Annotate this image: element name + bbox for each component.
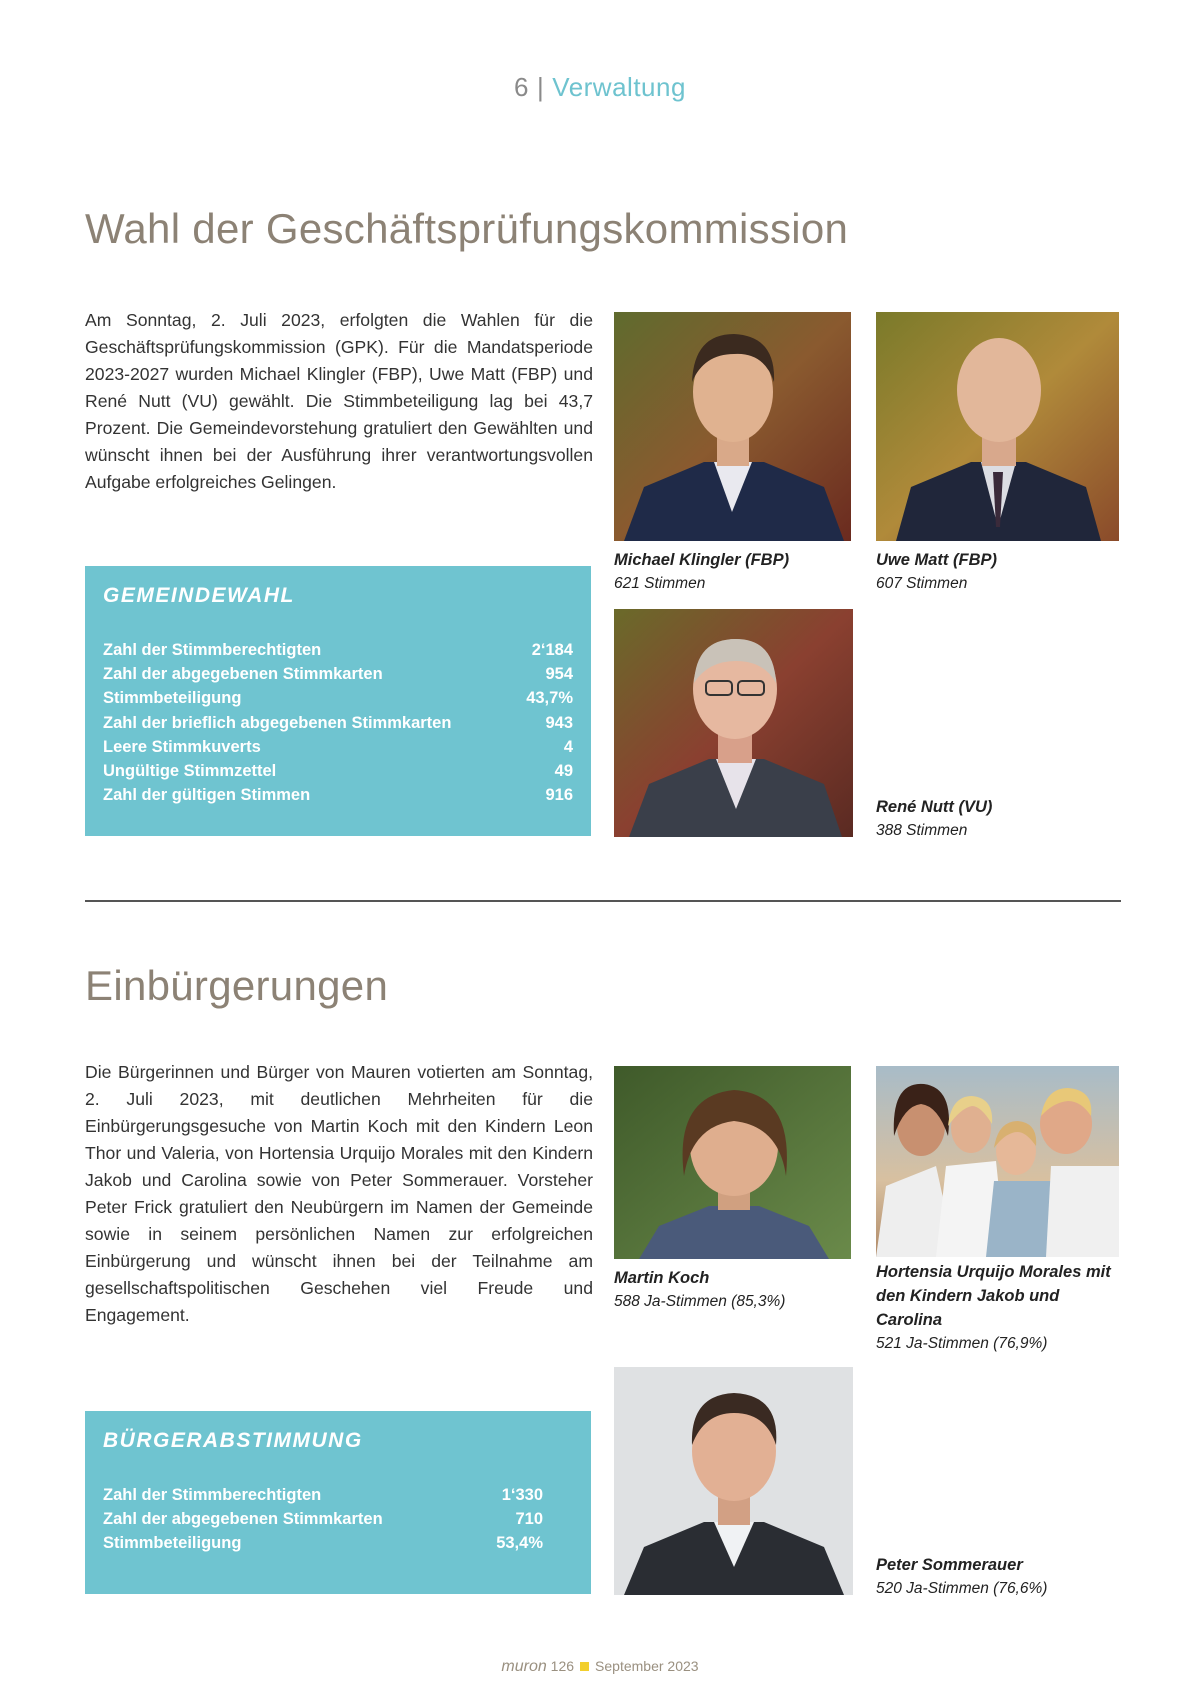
stat-label: Zahl der Stimmberechtigten: [103, 641, 322, 659]
person-name: Peter Sommerauer: [876, 1556, 1023, 1574]
box-title: BÜRGERABSTIMMUNG: [103, 1429, 363, 1452]
gpk-title: Wahl der Geschäftsprüfungskommission: [85, 205, 849, 252]
page-number: 6: [514, 72, 530, 102]
stat-row: [103, 662, 573, 686]
stat-label: Zahl der Stimmberechtigten: [103, 1486, 322, 1504]
stat-label: Zahl der abgegebenen Stimmkarten: [103, 665, 383, 684]
stat-value: 4: [563, 737, 573, 756]
stat-value: 1‘330: [501, 1486, 543, 1504]
person-votes: 588 Ja-Stimmen (85,3%): [614, 1293, 786, 1310]
stat-row: [103, 1483, 543, 1507]
einb-intro: Die Bürgerinnen und Bürger von Mauren votierten am Sonntag, 2. Juli 2023, mit deutlichen Mehrheiten für die Einbürgerungsgesuche von Martin Koch mit den Kindern Leon Thor und Valeria, von Hortensia Urquijo Morales mit den Kindern Jakob und Carolina sowie von Peter Sommerauer. Vorsteher Peter Frick gratuliert den Neubürgern im Namen der Gemeinde sowie in seinem persönlichen Namen zur erfolgreichen Einbürgerung und wünscht ihnen bei der Teilnahme am gesellschaftspolitischen Geschehen viel Freude und Engagement.: [85, 1062, 593, 1325]
portrait-photo-sommerauer: [614, 1367, 853, 1595]
person-name: Michael Klingler (FBP): [614, 551, 790, 569]
portrait-photo-matt: [876, 312, 1119, 541]
stat-label: Ungültige Stimmzettel: [103, 762, 277, 781]
stat-value: 2‘184: [531, 641, 573, 659]
section-name: Verwaltung: [552, 72, 686, 102]
stat-row: [103, 686, 573, 710]
magazine-brand: muron: [501, 1658, 547, 1675]
box-title: GEMEINDEWAHL: [103, 584, 295, 607]
person-votes: 388 Stimmen: [876, 822, 968, 839]
stat-value: 710: [515, 1510, 543, 1529]
stat-label: Stimmbeteiligung: [103, 689, 242, 708]
person-name: Uwe Matt (FBP): [876, 551, 997, 569]
stat-label: Zahl der abgegebenen Stimmkarten: [103, 1510, 383, 1529]
stat-label: Leere Stimmkuverts: [103, 737, 261, 756]
caption-urquijo: [876, 1260, 1116, 1356]
stat-row: [103, 711, 573, 735]
person-name: Hortensia Urquijo Morales mit den Kindern Jakob und Carolina: [876, 1263, 1111, 1329]
caption-klingler: [614, 548, 854, 596]
stat-value: 954: [545, 665, 573, 684]
stat-label: Zahl der brieflich abgegebenen Stimmkarten: [103, 713, 452, 732]
stat-row: [103, 1507, 543, 1531]
page-footer: [0, 1658, 1200, 1676]
caption-matt: [876, 548, 1116, 596]
footer-square-icon: [580, 1662, 589, 1671]
einb-title: Einbürgerungen: [85, 962, 389, 1009]
caption-koch: [614, 1266, 854, 1314]
stat-row: [103, 1531, 543, 1555]
page-header: [0, 72, 1200, 103]
caption-sommerauer: [876, 1553, 1116, 1601]
portrait-photo-klingler: [614, 312, 851, 541]
gemeindewahl-box: [85, 566, 591, 836]
person-votes: 521 Ja-Stimmen (76,9%): [876, 1335, 1048, 1352]
stat-value: 43,7%: [526, 689, 573, 708]
issue-date: September 2023: [595, 1658, 699, 1674]
gpk-intro: Am Sonntag, 2. Juli 2023, erfolgten die Wahlen für die Geschäftsprüfungskommission (GPK). Für die Mandatsperiode 2023-2027 wurden Michael Klingler (FBP), Uwe Matt (FBP) und René Nutt (VU) gewählt. Die Stimmbeteiligung lag bei 43,7 Prozent. Die Gemeindevorstehung gratuliert den Gewählten und wünscht ihnen bei der Ausführung ihrer verantwortungsvollen Aufgabe erfolgreiches Gelingen.: [85, 310, 593, 492]
header-separator: |: [537, 72, 545, 102]
portrait-photo-koch: [614, 1066, 851, 1259]
person-name: René Nutt (VU): [876, 798, 993, 816]
buergerabstimmung-box: [85, 1411, 591, 1594]
portrait-photo-nutt: [614, 609, 853, 837]
section-divider: [85, 900, 1121, 902]
caption-nutt: [876, 795, 1116, 843]
stat-value: 49: [554, 762, 573, 781]
person-votes: 520 Ja-Stimmen (76,6%): [876, 1580, 1048, 1597]
family-photo-urquijo: [876, 1066, 1119, 1257]
person-votes: 607 Stimmen: [876, 575, 968, 592]
issue-number: 126: [550, 1658, 575, 1674]
person-name: Martin Koch: [614, 1269, 710, 1287]
stat-label: Zahl der gültigen Stimmen: [103, 786, 311, 805]
stat-row: [103, 759, 573, 783]
stat-label: Stimmbeteiligung: [103, 1534, 242, 1553]
stat-row: [103, 735, 573, 759]
stat-value: 943: [545, 713, 573, 732]
stat-value: 916: [545, 786, 573, 805]
stat-row: [103, 638, 573, 662]
stat-value: 53,4%: [496, 1534, 543, 1553]
person-votes: 621 Stimmen: [614, 575, 706, 592]
stat-row: [103, 783, 573, 807]
